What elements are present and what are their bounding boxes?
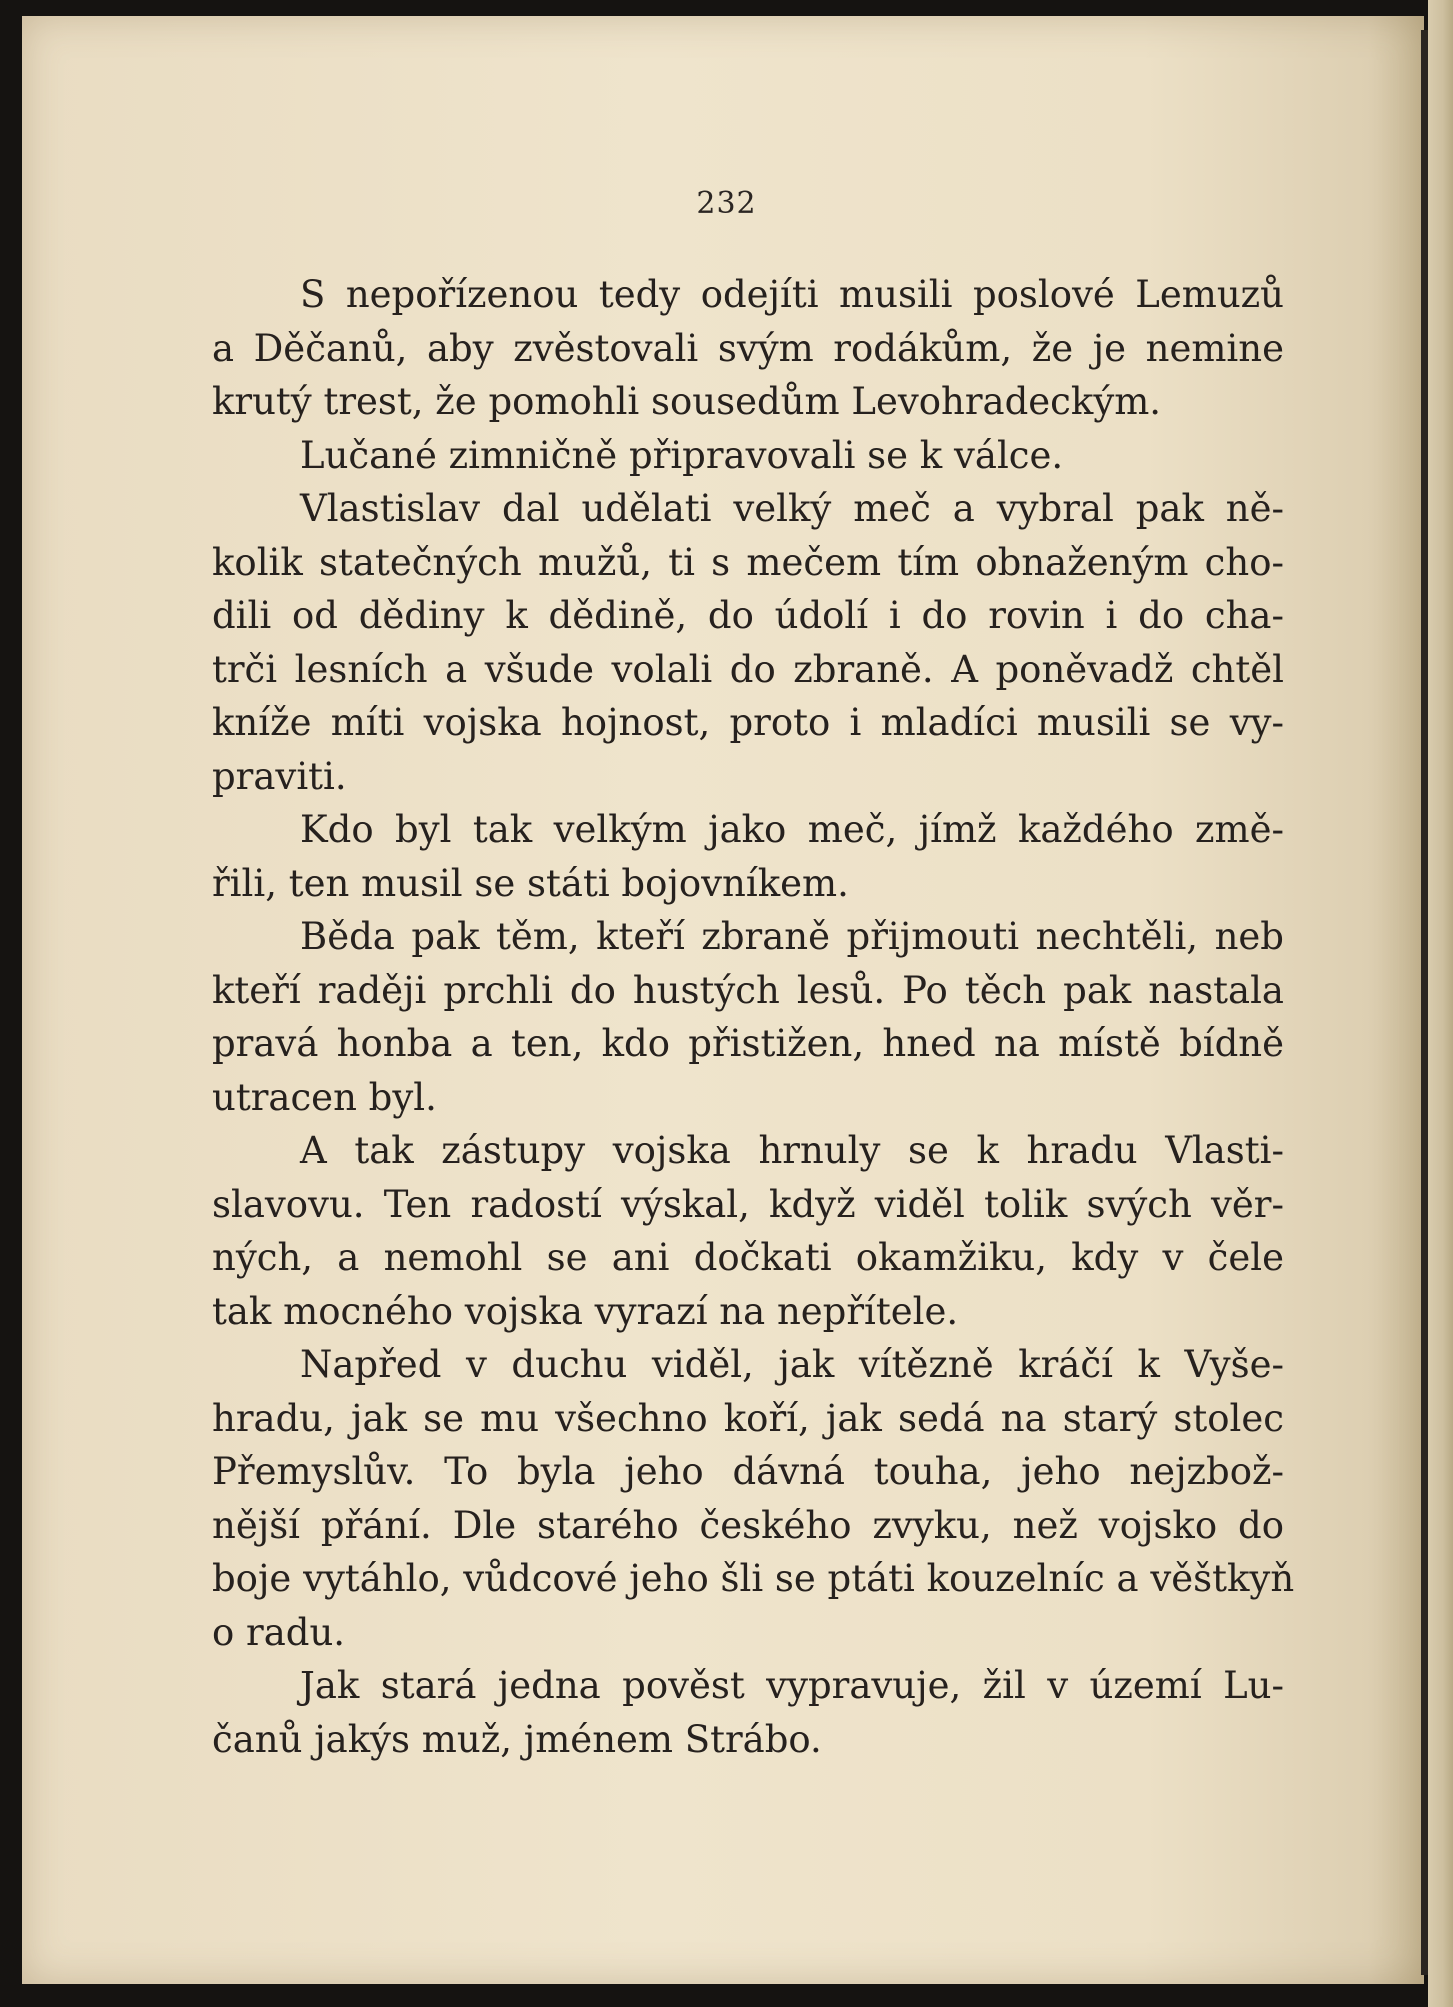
text-line: pravá honba a ten, kdo přistižen, hned na místě bídně	[212, 1022, 1284, 1065]
text-line: dili od dědiny k dědině, do údolí i do rovin i do cha-	[212, 594, 1284, 637]
text-line: a Děčanů, aby zvěstovali svým rodákům, že je nemine	[212, 326, 1284, 370]
text-line: kníže míti vojska hojnost, proto i mladíci musili se vy-	[212, 701, 1284, 744]
text-line: A tak zástupy vojska hrnuly se k hradu Vlasti-	[300, 1129, 1284, 1172]
text-line: slavovu. Ten radostí výskal, když viděl tolik svých věr-	[212, 1182, 1284, 1226]
text-line: kteří raději prchli do hustých lesů. Po těch pak nastala	[212, 968, 1284, 1012]
text-line: čanů jakýs muž, jménem Strábo.	[212, 1717, 822, 1761]
text-line: S nepořízenou tedy odejíti musili poslové Lemuzů	[300, 273, 1284, 316]
body-text	[212, 268, 1295, 1766]
text-line: hradu, jak se mu všechno koří, jak sedá na starý stolec	[212, 1396, 1284, 1440]
text-line: Vlastislav dal udělati velký meč a vybral pak ně-	[300, 487, 1284, 530]
text-line: krutý trest, že pomohli sousedům Levohradeckým.	[212, 380, 1162, 423]
text-line: boje vytáhlo, vůdcové jeho šli se ptáti kouzelníc a věštkyň	[212, 1557, 1295, 1600]
page-number: 232	[696, 186, 757, 221]
text-line: praviti.	[212, 754, 347, 798]
next-page-edge	[1428, 0, 1453, 2007]
text-line: kolik statečných mužů, ti s mečem tím obnaženým cho-	[212, 540, 1284, 584]
page-edge-shadow	[1421, 30, 1428, 1975]
text-line: Jak stará jedna pověst vypravuje, žil v území Lu-	[300, 1664, 1284, 1707]
text-line: o radu.	[212, 1610, 346, 1654]
text-line: tak mocného vojska vyrazí na nepřítele.	[212, 1289, 959, 1333]
text-line: utracen byl.	[212, 1075, 437, 1119]
text-line: ných, a nemohl se ani dočkati okamžiku, kdy v čele	[212, 1236, 1284, 1279]
text-line: řili, ten musil se státi bojovníkem.	[212, 861, 849, 905]
text-line: Běda pak těm, kteří zbraně přijmouti nechtěli, neb	[300, 915, 1284, 958]
text-line: Lučané zimničně připravovali se k válce.	[300, 433, 1064, 477]
text-line: Kdo byl tak velkým jako meč, jímž každého změ-	[300, 808, 1284, 851]
text-line: nější přání. Dle starého českého zvyku, než vojsko do	[212, 1503, 1284, 1547]
text-line: Přemyslův. To byla jeho dávná touha, jeho nejzbož-	[212, 1450, 1284, 1493]
text-line: trči lesních a všude volali do zbraně. A poněvadž chtěl	[212, 647, 1284, 691]
text-line: Napřed v duchu viděl, jak vítězně kráčí k Vyše-	[300, 1343, 1284, 1386]
